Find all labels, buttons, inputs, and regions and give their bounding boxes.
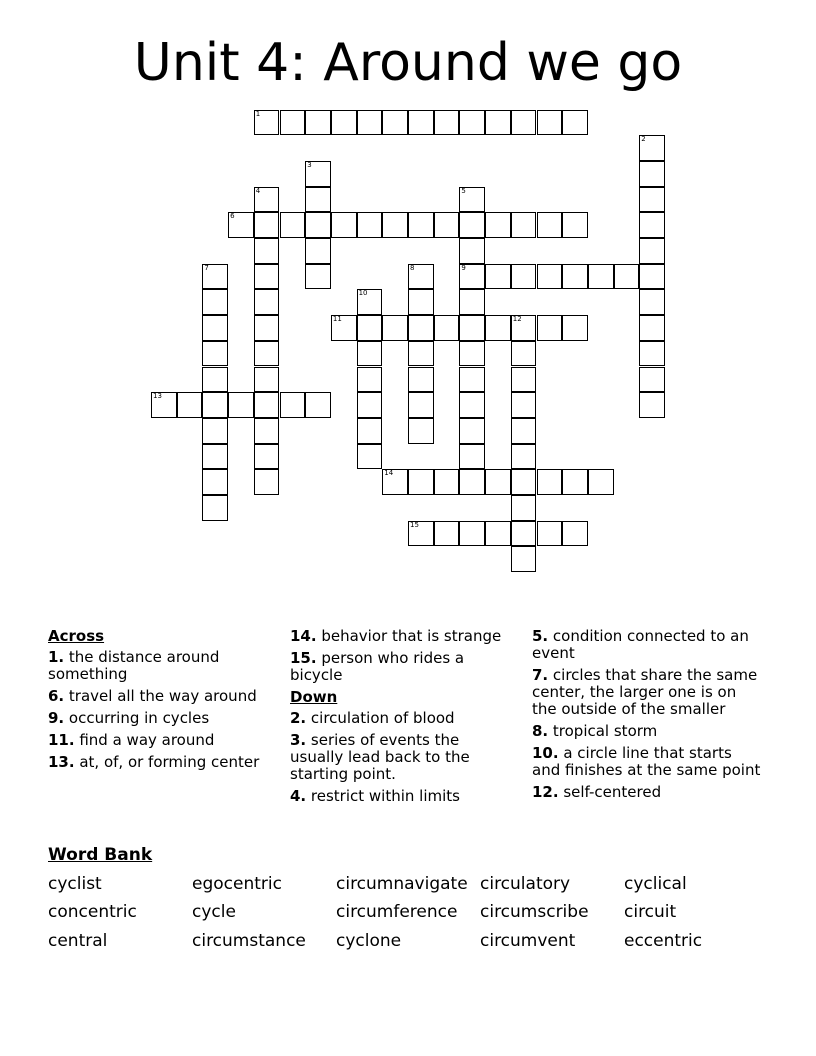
clue-number: 2 (641, 135, 646, 144)
clue-number: 9. (48, 709, 65, 727)
grid-cell[interactable] (511, 495, 537, 521)
grid-cell[interactable] (151, 392, 177, 418)
grid-cell[interactable] (459, 418, 485, 444)
clue-text: behavior that is strange (316, 627, 502, 645)
grid-cell[interactable] (305, 264, 331, 290)
word-bank-item: circumnavigate (336, 874, 468, 894)
word-bank-item: circumstance (192, 931, 306, 951)
grid-cell[interactable] (382, 469, 408, 495)
clue-item (48, 754, 268, 771)
grid-cell[interactable] (614, 264, 640, 290)
grid-cell[interactable] (434, 212, 460, 238)
grid-cell[interactable] (408, 212, 434, 238)
clue-text: circles that share the same center, the larger one is on the outside of the smaller (532, 666, 758, 718)
clue-number: 9 (461, 263, 466, 272)
clue-item (48, 649, 268, 683)
grid-cell[interactable] (280, 392, 306, 418)
grid-cell[interactable] (408, 315, 434, 341)
grid-cell[interactable] (511, 110, 537, 136)
clue-number: 4. (290, 787, 307, 805)
clue-text: circulation of blood (306, 709, 455, 727)
clue-number: 10 (358, 289, 368, 298)
grid-cell[interactable] (511, 367, 537, 393)
grid-cell[interactable] (202, 495, 228, 521)
grid-cell[interactable] (639, 212, 665, 238)
grid-cell[interactable] (382, 110, 408, 136)
across-heading: Across (48, 627, 105, 645)
word-bank-item: central (48, 931, 108, 951)
grid-cell[interactable] (202, 367, 228, 393)
clue-text: series of events the usually lead back to the starting point. (290, 731, 470, 783)
word-bank-item: cyclical (624, 874, 687, 894)
grid-cell[interactable] (511, 264, 537, 290)
clue-item (48, 710, 268, 727)
grid-cell[interactable] (357, 289, 383, 315)
grid-cell[interactable] (331, 315, 357, 341)
grid-cell[interactable] (588, 469, 614, 495)
grid-cell[interactable] (305, 187, 331, 213)
grid-cell[interactable] (254, 392, 280, 418)
grid-cell[interactable] (537, 521, 563, 547)
grid-cell[interactable] (562, 521, 588, 547)
grid-cell[interactable] (459, 289, 485, 315)
grid-cell[interactable] (254, 469, 280, 495)
grid-cell[interactable] (357, 444, 383, 470)
grid-cell[interactable] (537, 264, 563, 290)
grid-cell[interactable] (202, 444, 228, 470)
clue-text: self-centered (558, 783, 662, 801)
word-bank-item: cyclone (336, 931, 402, 951)
clue-number: 10. (532, 744, 559, 762)
grid-cell[interactable] (202, 469, 228, 495)
grid-cell[interactable] (459, 444, 485, 470)
clue-number: 14 (384, 469, 394, 478)
clue-text: occurring in cycles (64, 709, 210, 727)
grid-cell[interactable] (485, 264, 511, 290)
grid-cell[interactable] (382, 212, 408, 238)
clue-item (290, 732, 505, 783)
grid-cell[interactable] (459, 341, 485, 367)
grid-cell[interactable] (485, 521, 511, 547)
grid-cell[interactable] (357, 315, 383, 341)
clue-item (532, 628, 762, 662)
grid-cell[interactable] (408, 392, 434, 418)
grid-cell[interactable] (202, 289, 228, 315)
grid-cell[interactable] (408, 367, 434, 393)
grid-cell[interactable] (254, 289, 280, 315)
grid-cell[interactable] (408, 264, 434, 290)
clue-item (48, 688, 268, 705)
clue-text: travel all the way around (64, 687, 257, 705)
grid-cell[interactable] (434, 315, 460, 341)
clue-item (48, 732, 268, 749)
word-bank-item: eccentric (624, 931, 703, 951)
grid-cell[interactable] (459, 521, 485, 547)
clue-text: a circle line that starts and finishes at the same point (532, 744, 761, 779)
clue-text: restrict within limits (306, 787, 460, 805)
grid-cell[interactable] (202, 341, 228, 367)
grid-cell[interactable] (511, 546, 537, 572)
clue-number: 12. (532, 783, 559, 801)
grid-cell[interactable] (485, 212, 511, 238)
grid-cell[interactable] (562, 315, 588, 341)
grid-cell[interactable] (202, 315, 228, 341)
clue-item (290, 788, 505, 805)
grid-cell[interactable] (511, 392, 537, 418)
clue-text: tropical storm (548, 722, 658, 740)
grid-cell[interactable] (228, 392, 254, 418)
grid-cell[interactable] (537, 110, 563, 136)
grid-cell[interactable] (357, 367, 383, 393)
grid-cell[interactable] (537, 212, 563, 238)
grid-cell[interactable] (305, 212, 331, 238)
clue-text: condition connected to an event (532, 627, 749, 662)
clue-item (290, 628, 505, 645)
page-title: Unit 4: Around we go (133, 33, 683, 93)
clue-number: 3. (290, 731, 307, 749)
clue-number: 6 (230, 212, 235, 221)
grid-cell[interactable] (639, 135, 665, 161)
grid-cell[interactable] (511, 469, 537, 495)
grid-cell[interactable] (357, 341, 383, 367)
grid-cell[interactable] (408, 418, 434, 444)
clue-item (290, 650, 505, 684)
grid-cell[interactable] (254, 315, 280, 341)
clue-item (532, 667, 762, 718)
clue-number: 3 (307, 160, 312, 169)
grid-cell[interactable] (408, 110, 434, 136)
word-bank-item: circumvent (480, 931, 576, 951)
grid-cell[interactable] (305, 392, 331, 418)
clue-text: person who rides a bicycle (290, 649, 465, 684)
grid-cell[interactable] (639, 392, 665, 418)
grid-cell[interactable] (254, 444, 280, 470)
grid-cell[interactable] (331, 212, 357, 238)
grid-cell[interactable] (280, 212, 306, 238)
grid-cell[interactable] (177, 392, 203, 418)
grid-cell[interactable] (639, 264, 665, 290)
word-bank-item: circulatory (480, 874, 571, 894)
grid-cell[interactable] (254, 341, 280, 367)
grid-cell[interactable] (202, 392, 228, 418)
clue-text: the distance around something (48, 648, 220, 683)
grid-cell[interactable] (254, 110, 280, 136)
grid-cell[interactable] (459, 469, 485, 495)
grid-cell[interactable] (639, 238, 665, 264)
grid-cell[interactable] (562, 212, 588, 238)
word-bank-item: cyclist (48, 874, 102, 894)
grid-cell[interactable] (434, 521, 460, 547)
clue-number: 13 (153, 392, 162, 401)
grid-cell[interactable] (202, 264, 228, 290)
grid-cell[interactable] (254, 212, 280, 238)
clue-item (532, 745, 762, 779)
word-bank-item: egocentric (192, 874, 282, 894)
grid-cell[interactable] (511, 418, 537, 444)
clue-number: 5. (532, 627, 549, 645)
grid-cell[interactable] (562, 264, 588, 290)
grid-cell[interactable] (459, 110, 485, 136)
grid-cell[interactable] (459, 212, 485, 238)
grid-cell[interactable] (434, 110, 460, 136)
clue-number: 1 (255, 109, 261, 118)
clue-number: 15. (290, 649, 317, 667)
clue-number: 8. (532, 722, 549, 740)
grid-cell[interactable] (639, 367, 665, 393)
grid-cell[interactable] (408, 289, 434, 315)
grid-cell[interactable] (485, 315, 511, 341)
grid-cell[interactable] (485, 110, 511, 136)
clues-column-1 (48, 628, 268, 776)
grid-cell[interactable] (459, 315, 485, 341)
grid-cell[interactable] (459, 187, 485, 213)
clue-number: 13. (48, 753, 75, 771)
grid-cell[interactable] (459, 367, 485, 393)
grid-cell[interactable] (639, 315, 665, 341)
grid-cell[interactable] (537, 315, 563, 341)
grid-cell[interactable] (228, 212, 254, 238)
grid-cell[interactable] (639, 289, 665, 315)
grid-cell[interactable] (357, 110, 383, 136)
clue-number: 14. (290, 627, 317, 645)
grid-cell[interactable] (434, 469, 460, 495)
clue-text: find a way around (74, 731, 215, 749)
grid-cell[interactable] (639, 187, 665, 213)
grid-cell[interactable] (408, 521, 434, 547)
grid-cell[interactable] (382, 315, 408, 341)
grid-cell[interactable] (331, 110, 357, 136)
grid-cell[interactable] (254, 187, 280, 213)
clue-number: 4 (255, 186, 261, 195)
clues-column-3 (532, 628, 762, 806)
clue-number: 1. (48, 648, 65, 666)
grid-cell[interactable] (459, 392, 485, 418)
grid-cell[interactable] (408, 469, 434, 495)
grid-cell[interactable] (588, 264, 614, 290)
clue-number: 6. (48, 687, 65, 705)
grid-cell[interactable] (254, 367, 280, 393)
grid-cell[interactable] (305, 238, 331, 264)
grid-cell[interactable] (357, 418, 383, 444)
grid-cell[interactable] (280, 110, 306, 136)
grid-cell[interactable] (305, 161, 331, 187)
clue-text: at, of, or forming center (74, 753, 260, 771)
clue-item (290, 710, 505, 727)
grid-cell[interactable] (459, 264, 485, 290)
word-bank-item: circumference (336, 902, 458, 922)
grid-cell[interactable] (408, 341, 434, 367)
grid-cell[interactable] (511, 444, 537, 470)
clues-column-2 (290, 628, 505, 810)
word-bank-title: Word Bank (48, 845, 153, 865)
word-bank-item: circuit (624, 902, 677, 922)
grid-cell[interactable] (511, 315, 537, 341)
clue-number: 8 (410, 263, 415, 272)
grid-cell[interactable] (459, 238, 485, 264)
clue-item (532, 723, 762, 740)
word-bank-item: cycle (192, 902, 236, 922)
grid-cell[interactable] (305, 110, 331, 136)
grid-cell[interactable] (562, 469, 588, 495)
grid-cell[interactable] (639, 161, 665, 187)
grid-cell[interactable] (511, 212, 537, 238)
grid-cell[interactable] (254, 238, 280, 264)
word-bank-item: circumscribe (480, 902, 589, 922)
down-heading: Down (290, 688, 338, 706)
grid-cell[interactable] (537, 469, 563, 495)
clue-number: 5 (461, 186, 466, 195)
grid-cell[interactable] (562, 110, 588, 136)
grid-cell[interactable] (254, 418, 280, 444)
clue-number: 11. (48, 731, 75, 749)
grid-cell[interactable] (639, 341, 665, 367)
grid-cell[interactable] (357, 212, 383, 238)
clue-item (532, 784, 762, 801)
clue-number: 12 (512, 315, 522, 324)
clue-number: 7 (204, 263, 209, 272)
word-bank-item: concentric (48, 902, 137, 922)
grid-cell[interactable] (511, 521, 537, 547)
grid-cell[interactable] (511, 341, 537, 367)
grid-cell[interactable] (254, 264, 280, 290)
clue-number: 11 (332, 315, 342, 324)
clue-number: 15 (410, 520, 419, 529)
grid-cell[interactable] (485, 469, 511, 495)
clue-number: 7. (532, 666, 549, 684)
grid-cell[interactable] (357, 392, 383, 418)
clue-number: 2. (290, 709, 307, 727)
grid-cell[interactable] (202, 418, 228, 444)
